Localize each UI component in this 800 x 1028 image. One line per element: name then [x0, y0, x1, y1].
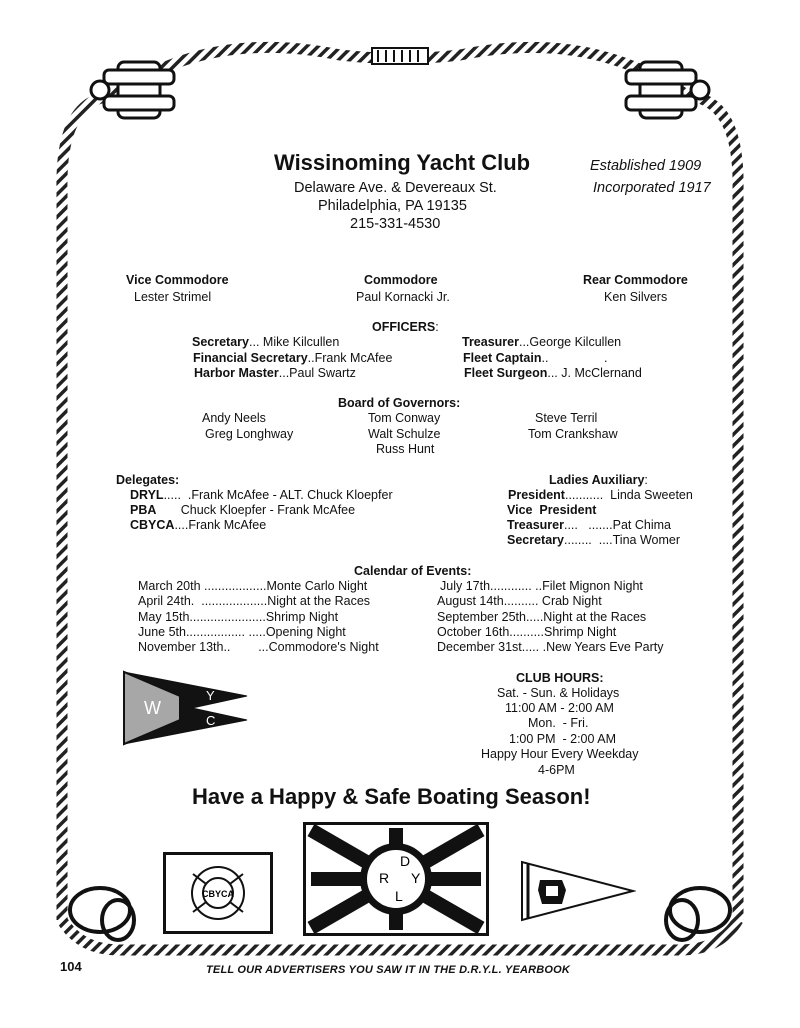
ladies-row: Treasurer.... .......Pat Chima — [507, 518, 671, 532]
governor-name: Greg Longhway — [205, 427, 294, 441]
incorporated-year: Incorporated 1917 — [593, 180, 711, 196]
dryl-letter: R — [379, 870, 390, 886]
ladies-row: President........... Linda Sweeten — [508, 488, 693, 502]
officers-heading: OFFICERS: — [372, 320, 439, 334]
hours-line: 4-6PM — [538, 763, 575, 777]
calendar-event: March 20th ..................Monte Carlo Night — [138, 579, 368, 593]
hours-line: Mon. - Fri. — [528, 716, 589, 730]
calendar-event: December 31st..... .New Years Eve Party — [437, 640, 664, 654]
established-year: Established 1909 — [590, 158, 702, 174]
club-name: Wissinoming Yacht Club — [274, 150, 531, 175]
officer-row: Fleet Captain.. . — [463, 351, 608, 365]
slogan: Have a Happy & Safe Boating Season! — [192, 784, 591, 809]
club-address-street: Delaware Ave. & Devereaux St. — [294, 180, 497, 196]
footer-text: TELL OUR ADVERTISERS YOU SAW IT IN THE D.R.Y.L. YEARBOOK — [206, 964, 571, 976]
governor-name: Walt Schulze — [368, 427, 441, 441]
governor-name: Russ Hunt — [376, 442, 435, 456]
rear-commodore-title: Rear Commodore — [583, 273, 688, 287]
club-hours-heading: CLUB HOURS: — [516, 671, 604, 685]
cleat-left-icon — [91, 62, 174, 118]
ladies-row: Secretary........ ....Tina Womer — [507, 533, 680, 547]
governors-heading: Board of Governors: — [338, 396, 461, 410]
pennant-letter: C — [206, 713, 216, 728]
governor-name: Tom Crankshaw — [528, 427, 618, 441]
hours-line: 1:00 PM - 2:00 AM — [509, 732, 616, 746]
officer-row: Financial Secretary..Frank McAfee — [193, 351, 393, 365]
governor-name: Tom Conway — [368, 411, 441, 425]
club-address-city: Philadelphia, PA 19135 — [318, 198, 467, 214]
officer-row: Fleet Surgeon... J. McClernand — [464, 366, 642, 380]
calendar-event: August 14th.......... Crab Night — [437, 594, 602, 608]
commodore-name: Paul Kornacki Jr. — [356, 290, 450, 304]
hours-line: Happy Hour Every Weekday — [481, 747, 639, 761]
delegate-row: DRYL..... .Frank McAfee - ALT. Chuck Kloepfer — [130, 488, 393, 502]
officer-row: Treasurer...George Kilcullen — [462, 335, 622, 349]
officer-row: Secretary... Mike Kilcullen — [192, 335, 340, 349]
governor-name: Andy Neels — [202, 411, 266, 425]
dryl-letter: Y — [411, 870, 421, 886]
cleat-right-icon — [626, 62, 709, 118]
calendar-heading: Calendar of Events: — [354, 564, 472, 578]
dryl-letter: D — [400, 853, 411, 869]
vice-commodore-title: Vice Commodore — [126, 273, 229, 287]
calendar-event: September 25th.....Night at the Races — [437, 610, 647, 624]
club-phone: 215-331-4530 — [350, 216, 441, 232]
governor-name: Steve Terril — [535, 411, 598, 425]
hours-line: Sat. - Sun. & Holidays — [497, 686, 620, 700]
dryl-letter: L — [395, 888, 403, 904]
pennant-letter: W — [144, 698, 161, 718]
rope-knot-top-icon — [372, 48, 428, 64]
rear-commodore-name: Ken Silvers — [604, 290, 668, 304]
cbyca-badge-text: CBYCA — [201, 889, 235, 899]
delegate-row: CBYCA....Frank McAfee — [130, 518, 267, 532]
ladies-row: Vice President — [507, 503, 597, 517]
officer-row: Harbor Master...Paul Swartz — [194, 366, 356, 380]
calendar-event: April 24th. ...................Night at the Races — [138, 594, 371, 608]
calendar-event: June 5th................. .....Opening Night — [138, 625, 346, 639]
calendar-event: July 17th............ ..Filet Mignon Night — [440, 579, 643, 593]
pba-keystone-pennant-icon — [520, 860, 636, 922]
hours-line: 11:00 AM - 2:00 AM — [505, 701, 614, 715]
calendar-event: May 15th......................Shrimp Night — [138, 610, 339, 624]
dryl-flag-icon — [303, 822, 489, 936]
cbyca-emblem-icon — [163, 852, 273, 934]
wyc-pennant-icon — [122, 670, 250, 746]
pennant-letter: Y — [206, 688, 215, 703]
commodore-title: Commodore — [364, 273, 438, 287]
calendar-event: October 16th..........Shrimp Night — [437, 625, 617, 639]
ladies-auxiliary-heading: Ladies Auxiliary: — [549, 473, 648, 487]
calendar-event: November 13th.. ...Commodore's Night — [138, 640, 379, 654]
page-number: 104 — [60, 959, 82, 974]
delegate-row: PBA Chuck Kloepfer - Frank McAfee — [130, 503, 356, 517]
vice-commodore-name: Lester Strimel — [134, 290, 212, 304]
delegates-heading: Delegates: — [116, 473, 180, 487]
